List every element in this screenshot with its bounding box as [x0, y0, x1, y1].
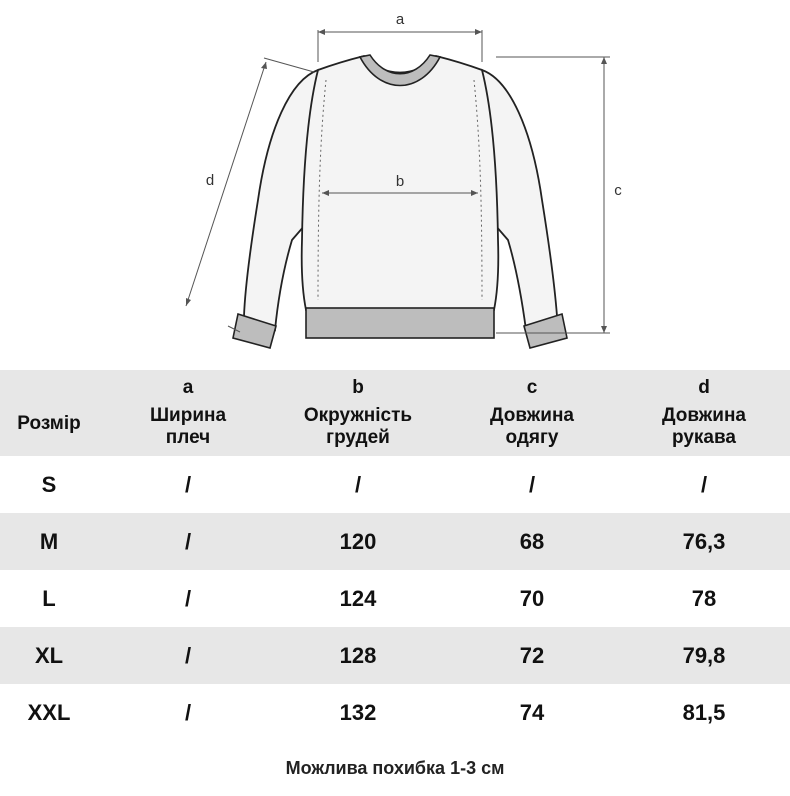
shoulder-cell: / — [184, 585, 192, 611]
length-cell: 72 — [519, 642, 545, 668]
header-letter-d: d — [698, 377, 710, 398]
header-label-line1: Ширина — [149, 405, 227, 426]
size-cell: L — [42, 585, 56, 611]
size-cell: XXL — [27, 699, 71, 725]
size-table — [0, 370, 790, 741]
header-shoulder-width — [118, 370, 258, 456]
chest-cell: 132 — [339, 699, 377, 725]
dimension-d-label: d — [205, 172, 215, 189]
header-letter-b: b — [352, 377, 364, 398]
length-cell: 68 — [519, 528, 545, 554]
header-letter-c: c — [526, 377, 538, 398]
table-header-row — [0, 370, 790, 456]
length-cell: 74 — [519, 699, 545, 725]
length-cell: / — [528, 471, 536, 497]
header-size — [0, 370, 98, 456]
shoulder-cell: / — [184, 471, 192, 497]
table-row — [0, 570, 790, 627]
chest-cell: / — [354, 471, 362, 497]
chest-cell: 128 — [339, 642, 377, 668]
size-cell: S — [41, 471, 57, 497]
tolerance-note: Можлива похибка 1-3 см — [285, 758, 505, 778]
shoulder-cell: / — [184, 699, 192, 725]
header-length — [458, 370, 606, 456]
header-label-line2: рукава — [672, 427, 736, 448]
table-row — [0, 513, 790, 570]
header-label-line1: Довжина — [662, 405, 746, 426]
header-size-label: Розмір — [17, 413, 81, 434]
shoulder-cell: / — [184, 642, 192, 668]
table-row — [0, 627, 790, 684]
header-label-line2: одягу — [505, 427, 559, 448]
header-label-line2: грудей — [326, 427, 390, 448]
size-cell: XL — [34, 642, 64, 668]
header-letter-a: a — [182, 377, 194, 398]
header-chest — [278, 370, 438, 456]
sleeve-cell: 79,8 — [682, 642, 726, 668]
header-label-line2: плеч — [165, 427, 211, 448]
sleeve-cell: / — [700, 471, 708, 497]
table-row — [0, 456, 790, 513]
dimension-a-label: a — [395, 11, 405, 28]
hem-band — [306, 308, 494, 338]
sleeve-cell: 76,3 — [682, 528, 726, 554]
shoulder-cell: / — [184, 528, 192, 554]
table-row — [0, 684, 790, 741]
chest-cell: 124 — [339, 585, 377, 611]
chest-cell: 120 — [339, 528, 377, 554]
header-label-line1: Окружність — [303, 405, 413, 426]
dimension-b-label: b — [395, 173, 405, 190]
header-label-line1: Довжина — [490, 405, 574, 426]
size-cell: M — [39, 528, 59, 554]
sleeve-cell: 81,5 — [682, 699, 726, 725]
dimension-c-label: c — [614, 182, 622, 199]
sweatshirt-diagram — [0, 0, 790, 360]
header-sleeve — [626, 370, 782, 456]
dimension-a — [318, 11, 482, 62]
length-cell: 70 — [519, 585, 545, 611]
sleeve-cell: 78 — [691, 585, 717, 611]
